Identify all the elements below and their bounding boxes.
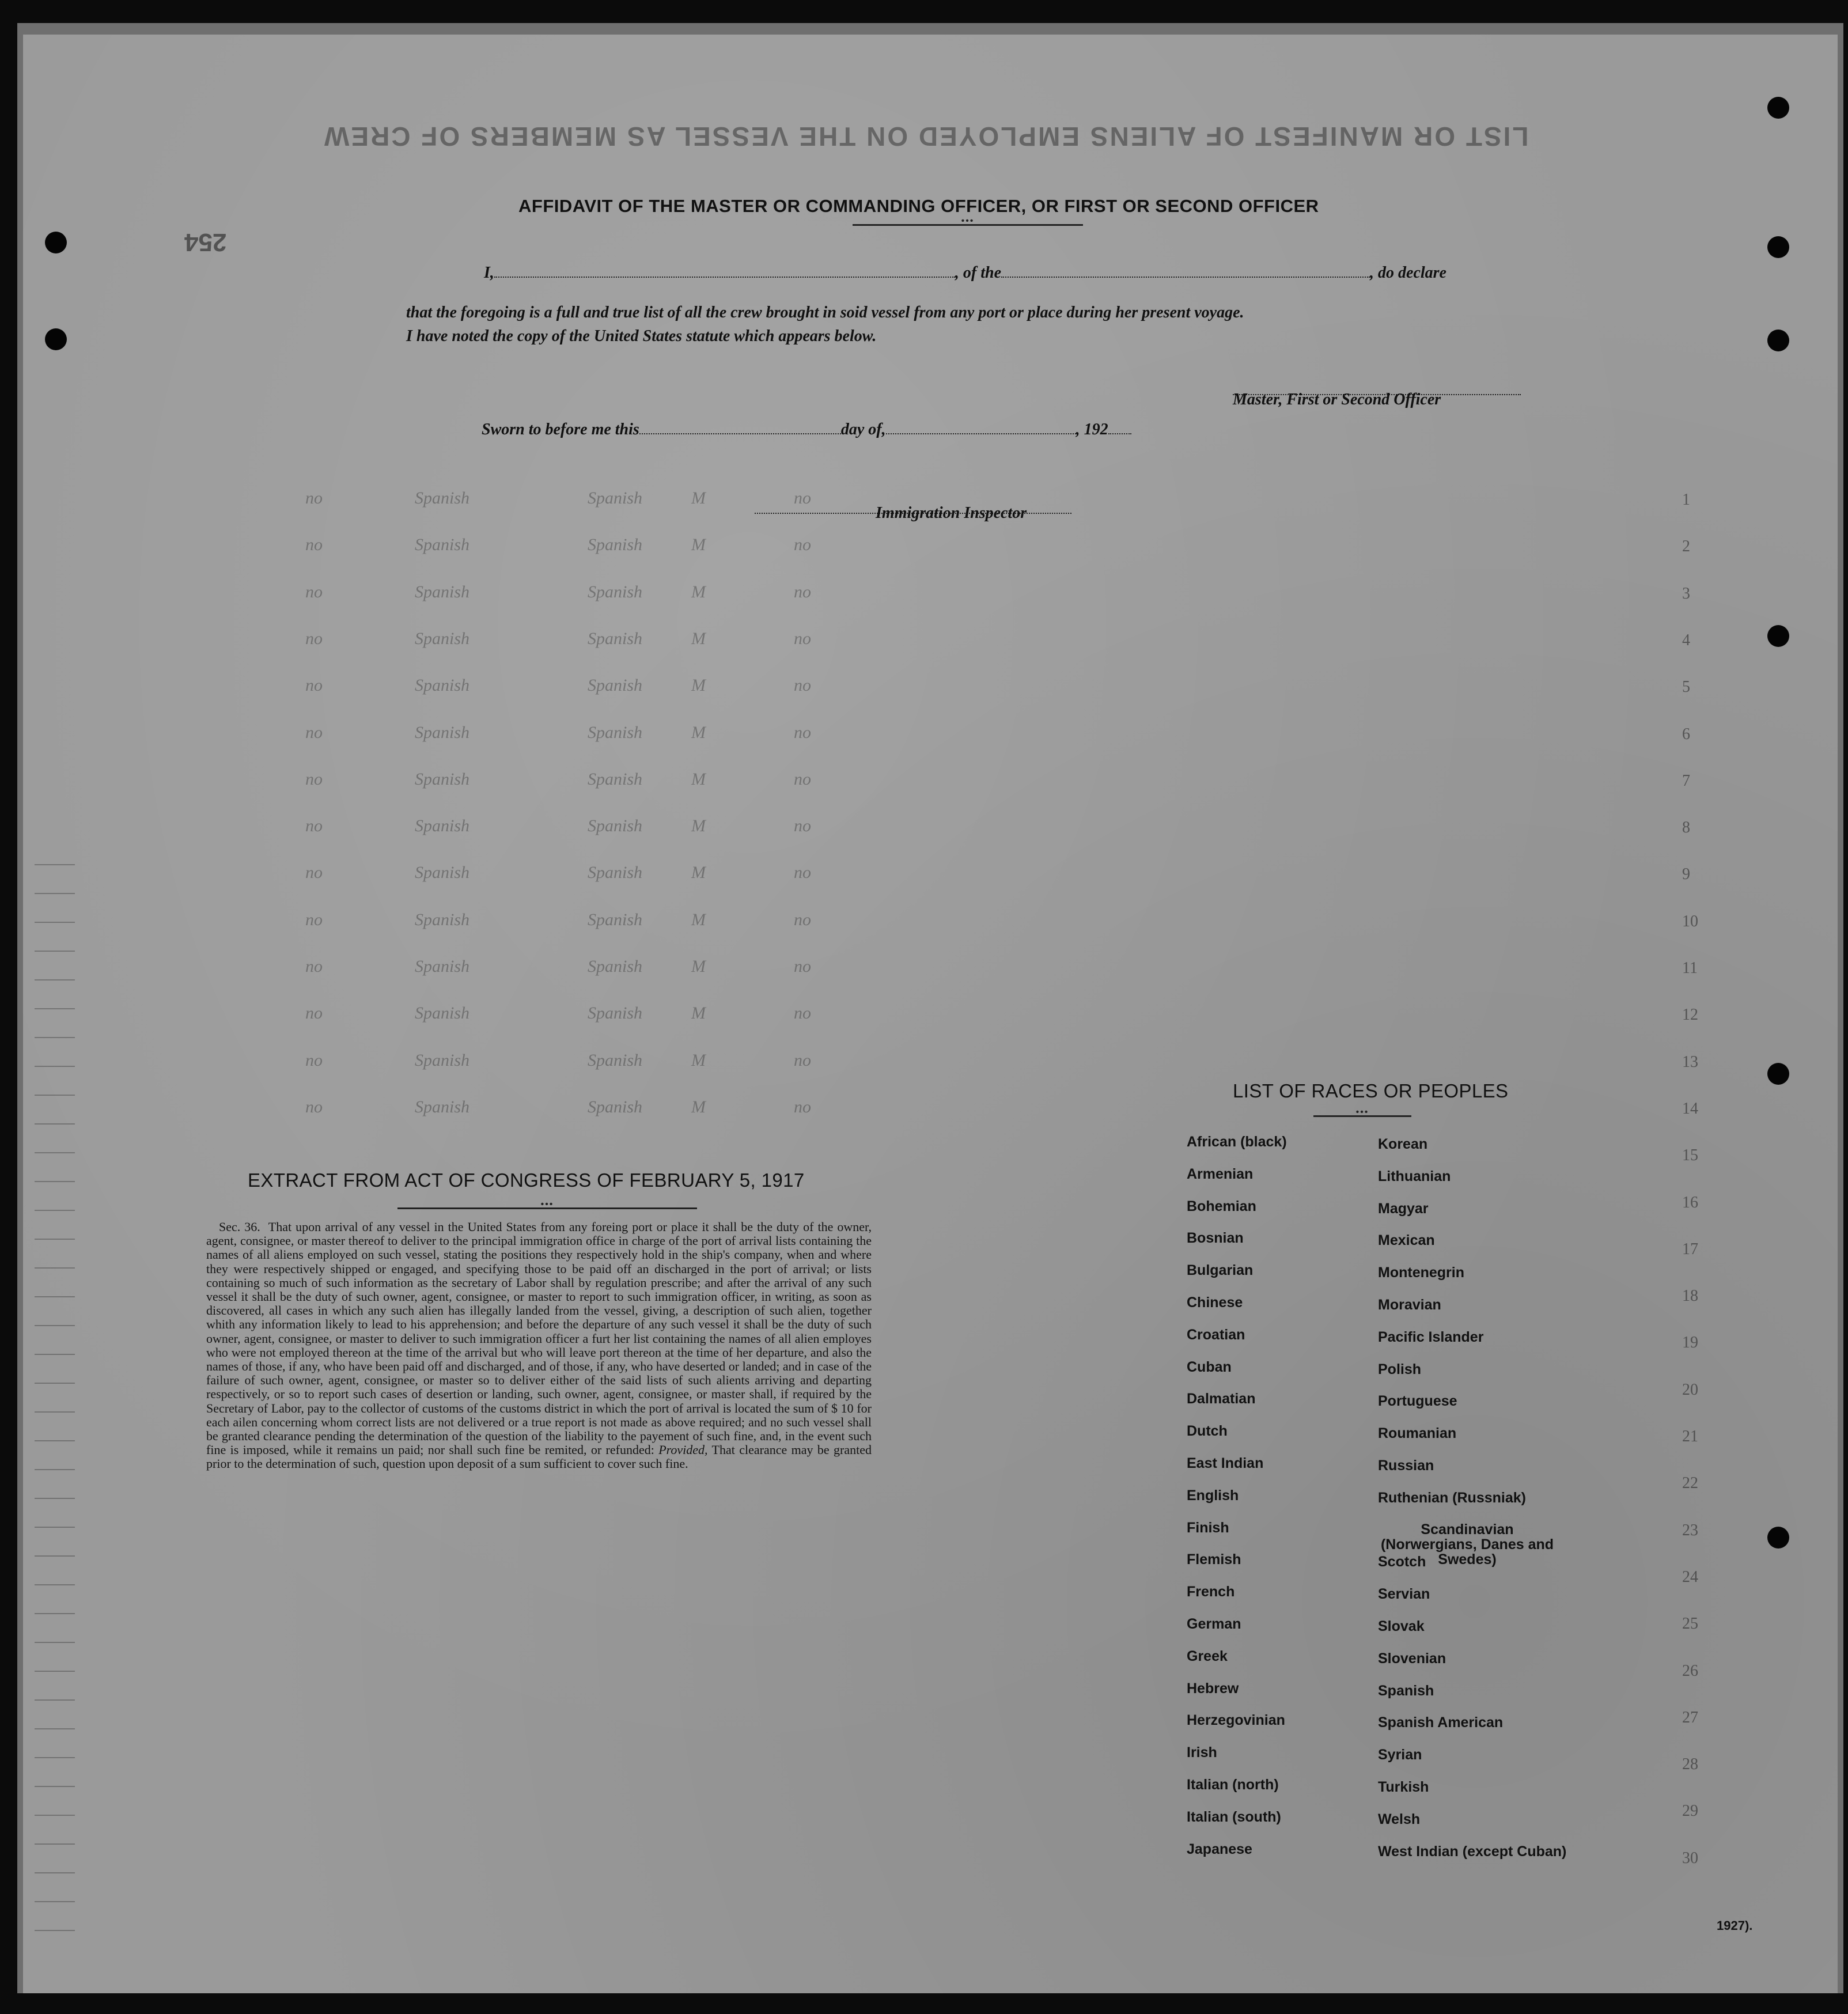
race-left-item-4: Bulgarian [1187,1262,1254,1279]
race-left-item-9: Dutch [1187,1423,1228,1440]
show-through-row [300,863,1705,886]
show-through-row-number: 30 [1682,1849,1698,1867]
show-through-cell: Spanish [588,769,643,789]
races-title-divider [1313,1115,1411,1117]
race-left-item-10: East Indian [1187,1455,1264,1471]
show-through-cell: no [305,722,323,742]
show-through-cell: no [305,629,323,648]
race-right-item-4: Montenegrin [1378,1265,1464,1281]
show-through-row-number: 1 [1682,491,1690,509]
races-right-column [1378,1136,1566,1875]
show-through-cell: no [305,769,323,789]
race-left-item-6: Croatian [1187,1326,1245,1343]
punch-hole-right-4 [1767,625,1789,647]
show-through-cell: no [305,1050,323,1070]
punch-hole-left-1 [45,232,67,253]
show-through-cell: Spanish [588,676,643,695]
race-left-item-2: Bohemian [1187,1198,1256,1214]
affidavit-of-the-label: , of the [955,264,1002,282]
section-label: Sec. 36. [219,1220,260,1234]
show-through-cell: no [794,629,811,648]
show-through-row-number: 26 [1682,1661,1698,1680]
show-through-cell: no [305,863,323,883]
show-through-row-number: 13 [1682,1053,1698,1071]
sworn-label: Sworn to before me this [482,421,639,438]
race-right-item-12: Scandinavian (Norwergians, Danes and Swedes) [1380,1521,1554,1568]
left-edge-ruling [35,864,75,1959]
show-through-cell: no [305,1004,323,1023]
race-right-item-6: Pacific Islander [1378,1328,1484,1345]
race-right-item-21: Welsh [1378,1811,1421,1827]
show-through-cell: Spanish [415,629,470,648]
race-left-item-15: German [1187,1615,1241,1632]
affidavit-statement-line: that the foregoing is a full and true list of all the crew brought in soid vessel from any port or place during her present voyage. [406,304,1244,321]
race-right-item-9: Roumanian [1378,1425,1457,1442]
sworn-line [482,421,1131,439]
show-through-row-number: 21 [1682,1428,1698,1445]
immigration-inspector-caption: Immigration Inspector [876,504,1027,522]
show-through-row-number: 18 [1682,1287,1698,1305]
affidavit-title: AFFIDAVIT OF THE MASTER OR COMMANDING OFFICER, OR FIRST OR SECOND OFFICER [518,196,1319,216]
year-label: , 192 [1076,421,1108,438]
show-through-row-number: 9 [1682,865,1690,884]
race-left-item-1: Armenian [1187,1165,1254,1182]
show-through-row [300,910,1705,933]
show-through-cell: Spanish [588,863,643,883]
master-signature-caption: Master, First or Second Officer [1233,391,1441,408]
show-through-row-number: 22 [1682,1474,1698,1493]
show-through-row-number: 17 [1682,1240,1698,1258]
show-through-row [300,582,1705,605]
show-through-row-number: 15 [1682,1146,1698,1165]
show-through-row-number: 14 [1682,1099,1698,1118]
show-through-row [300,1051,1705,1074]
race-left-item-12: Finish [1187,1519,1229,1536]
show-through-row-number: 4 [1682,631,1690,649]
extract-title: EXTRACT FROM ACT OF CONGRESS OF FEBRUARY 5, 1917 [248,1169,805,1191]
show-through-row-number: 7 [1682,771,1690,790]
show-through-row [300,770,1705,793]
show-through-cell: M [691,1050,706,1070]
show-through-cell: M [691,676,706,695]
race-left-item-18: Herzegovinian [1187,1712,1285,1729]
race-right-item-11: Ruthenian (Russniak) [1378,1489,1526,1506]
show-through-row [300,957,1705,980]
extract-section-36 [206,1220,872,1471]
race-left-item-16: Greek [1187,1648,1228,1664]
show-through-cell: no [305,676,323,695]
affidavit-declaration-line [484,264,1446,282]
officer-name-blank[interactable] [494,265,955,278]
show-through-cell: Spanish [588,535,643,555]
show-through-cell: no [305,1097,323,1116]
show-through-cell: no [794,489,811,508]
show-through-cell: Spanish [588,629,643,648]
show-through-row-number: 24 [1682,1568,1698,1586]
races-left-column [1187,1134,1287,1873]
race-left-item-5: Chinese [1187,1294,1243,1311]
race-right-item-18: Spanish American [1378,1714,1504,1731]
show-through-cell: no [794,1097,811,1116]
show-through-row [300,676,1705,699]
show-through-cell: no [794,910,811,929]
provided-term: Provided, [658,1443,708,1458]
show-through-cell: Spanish [415,1050,470,1070]
show-through-row-number: 29 [1682,1802,1698,1820]
races-title: LIST OF RACES OR PEOPLES [1233,1080,1509,1101]
race-left-item-0: African (black) [1187,1134,1287,1150]
show-through-cell: no [794,535,811,555]
show-through-cell: M [691,816,706,836]
race-right-item-0: Korean [1378,1136,1428,1152]
show-through-cell: no [794,1004,811,1023]
show-through-cell: Spanish [415,910,470,929]
show-through-cell: no [305,816,323,836]
race-right-item-8: Portuguese [1378,1393,1457,1410]
show-through-cell: Spanish [415,816,470,836]
sworn-year-blank[interactable] [1108,422,1131,434]
affidavit-title-divider [853,224,1083,226]
show-through-cell: Spanish [588,816,643,836]
race-right-item-3: Mexican [1378,1232,1435,1249]
sworn-month-blank[interactable] [886,422,1076,434]
race-left-item-3: Bosnian [1187,1230,1244,1247]
show-through-cell: Spanish [415,1004,470,1023]
race-right-item-1: Lithuanian [1378,1168,1451,1184]
show-through-cell: no [794,1050,811,1070]
show-through-cell: no [305,535,323,555]
show-through-row-number: 8 [1682,819,1690,837]
show-through-cell: no [305,910,323,929]
show-through-cell: M [691,769,706,789]
affidavit-i-label: I, [484,264,494,282]
show-through-cell: no [794,957,811,976]
race-left-item-19: Irish [1187,1744,1217,1761]
race-right-item-22: West Indian (except Cuban) [1378,1843,1567,1860]
show-through-cell: Spanish [588,489,643,508]
show-through-row-number: 5 [1682,678,1690,696]
show-through-cell: M [691,582,706,601]
race-right-item-15: Slovak [1378,1618,1425,1634]
race-left-item-20: Italian (north) [1187,1776,1279,1793]
show-through-row-number: 19 [1682,1334,1698,1352]
race-right-item-17: Spanish [1378,1682,1434,1699]
race-left-item-11: English [1187,1487,1239,1504]
show-through-cell: Spanish [415,769,470,789]
show-through-cell: M [691,1097,706,1116]
show-through-row-number: 20 [1682,1380,1698,1399]
affidavit-declare-label: , do declare [1370,264,1446,282]
show-through-row-number: 3 [1682,584,1690,603]
footer-year-mark: 1927). [1717,1918,1753,1933]
show-through-cell: Spanish [588,1050,643,1070]
show-through-row [300,1004,1705,1027]
show-through-cell: no [305,957,323,976]
show-through-row-number: 28 [1682,1755,1698,1774]
show-through-row [300,535,1705,558]
punch-hole-right-6 [1767,1527,1789,1549]
vessel-name-blank[interactable] [1001,265,1370,278]
show-through-cell: no [794,676,811,695]
show-through-cell: Spanish [415,957,470,976]
show-through-cell: M [691,489,706,508]
race-right-item-2: Magyar [1378,1200,1429,1217]
race-left-item-7: Cuban [1187,1358,1232,1375]
race-right-item-16: Slovenian [1378,1650,1446,1667]
show-through-cell: M [691,1004,706,1023]
extract-title-divider [397,1207,697,1209]
show-through-cell: no [305,489,323,508]
race-left-item-17: Hebrew [1187,1680,1239,1697]
race-left-item-8: Dalmatian [1187,1391,1256,1407]
show-through-cell: Spanish [588,910,643,929]
race-right-item-14: Servian [1378,1586,1430,1603]
sworn-day-blank[interactable] [639,422,841,434]
race-left-item-22: Japanese [1187,1841,1252,1857]
show-through-row-number: 10 [1682,912,1698,930]
show-through-cell: M [691,910,706,929]
show-through-cell: no [794,863,811,883]
show-through-row-number: 2 [1682,537,1690,556]
race-left-item-13: Flemish [1187,1551,1241,1568]
show-through-cell: M [691,535,706,555]
show-through-cell: Spanish [415,1097,470,1116]
show-through-cell: no [794,769,811,789]
race-right-item-10: Russian [1378,1457,1434,1474]
show-through-cell: M [691,629,706,648]
show-through-cell: no [794,722,811,742]
day-of-label: day of, [840,421,886,438]
show-through-header: LIST OR MANIFEST OF ALIENS EMPLOYED ON THE VESSEL AS MEMBERS OF CREW [323,122,1529,152]
extract-text: That upon arrival of any vessel in the United States from any foreing port or place it shall be the duty of the owner, agent, consignee, or master thereof to deliver to the principal immigration office in charge of the port of arrival lists containing the names of all aliens employed on such vessel, stating the positions they respectively hold in the ship's company, when and where they were respectively shipped or engaged, and specifying those to be paid off an discharged in the port of arrival; or lists containing so much of such information as the secretary of Labor shall by regulation prescribe; and after the arrival of any such vessel it shall be the duty of such owner, agent, consignee, or master to report to such immigration officer, in writing, as soon as discovered, all cases in which any such alien has illegally landed from the vessel, giving, a description of such alien, together whith any information likely to lead to his apprehension; and before the departure of any such vessel it shall be the duty of such owner, agent, consignee, or master to deliver to such immigration officer a furt her list containing the names of all alien employes who were not employed thereon at the time of the arrival but who will leave port thereon at the time of her departure, and also the names of those, if any, who have been paid off and discharged, and of those, if any, who have deserted or landed; and in case of the failure of such owner, agent, consignee, or master so to deliver either of the said lists of such alients arriving and departing respectively, or so to report such cases of desertion or landing, such owner, agent, consignee, or master shall, if required by the Secretary of Labor, pay to the collector of customs of the customs district in which the port of arrival is located the sum of $ 10 for each ailen concerning whom correct lists are not delivered or a true report is not made as above required; and no such vessel shall be granted clearance pending the determination of the question of the liability to the payement of such fine, and, in the event such fine is imposed, while it remains un paid; nor shall such fine be remited, or refunded: [206,1220,872,1458]
show-through-row [300,629,1705,652]
show-through-row-number: 6 [1682,725,1690,743]
punch-hole-right-1 [1767,97,1789,119]
race-right-item-5: Moravian [1378,1296,1441,1313]
punch-hole-right-5 [1767,1063,1789,1085]
show-through-cell: Spanish [588,1097,643,1116]
show-through-cell: M [691,957,706,976]
show-through-row-number: 16 [1682,1193,1698,1212]
punch-hole-right-2 [1767,236,1789,258]
race-right-item-7: Polish [1378,1361,1422,1377]
show-through-row-number: 27 [1682,1708,1698,1727]
show-through-cell: M [691,863,706,883]
show-through-row [300,723,1705,746]
show-through-stamp-number: 254 [184,228,227,256]
show-through-row-number: 11 [1682,959,1698,977]
show-through-cell: Spanish [415,535,470,555]
punch-hole-left-2 [45,328,67,350]
show-through-cell: Spanish [588,582,643,601]
race-right-item-13: Scotch [1378,1554,1426,1570]
punch-hole-right-3 [1767,330,1789,351]
show-through-cell: no [305,582,323,601]
extract-text-end: That clearance may be granted prior to the determination of such, question upon deposit of a sum sufficient to cover such fine. [206,1443,872,1471]
show-through-cell: Spanish [588,1004,643,1023]
show-through-cell: Spanish [415,489,470,508]
race-left-item-14: French [1187,1584,1235,1600]
show-through-cell: Spanish [415,863,470,883]
show-through-cell: no [794,582,811,601]
show-through-cell: Spanish [415,722,470,742]
show-through-cell: Spanish [588,957,643,976]
race-left-item-21: Italian (south) [1187,1808,1281,1825]
show-through-row-number: 25 [1682,1615,1698,1633]
show-through-cell: no [794,816,811,836]
show-through-cell: Spanish [415,582,470,601]
show-through-row-number: 23 [1682,1521,1698,1539]
show-through-cell: Spanish [588,722,643,742]
race-right-item-20: Turkish [1378,1778,1429,1795]
show-through-row-number: 12 [1682,1006,1698,1024]
race-right-item-19: Syrian [1378,1747,1422,1763]
show-through-cell: M [691,722,706,742]
affidavit-statute-line: I have noted the copy of the United States statute which appears below. [406,327,877,345]
show-through-row [300,816,1705,839]
show-through-cell: Spanish [415,676,470,695]
